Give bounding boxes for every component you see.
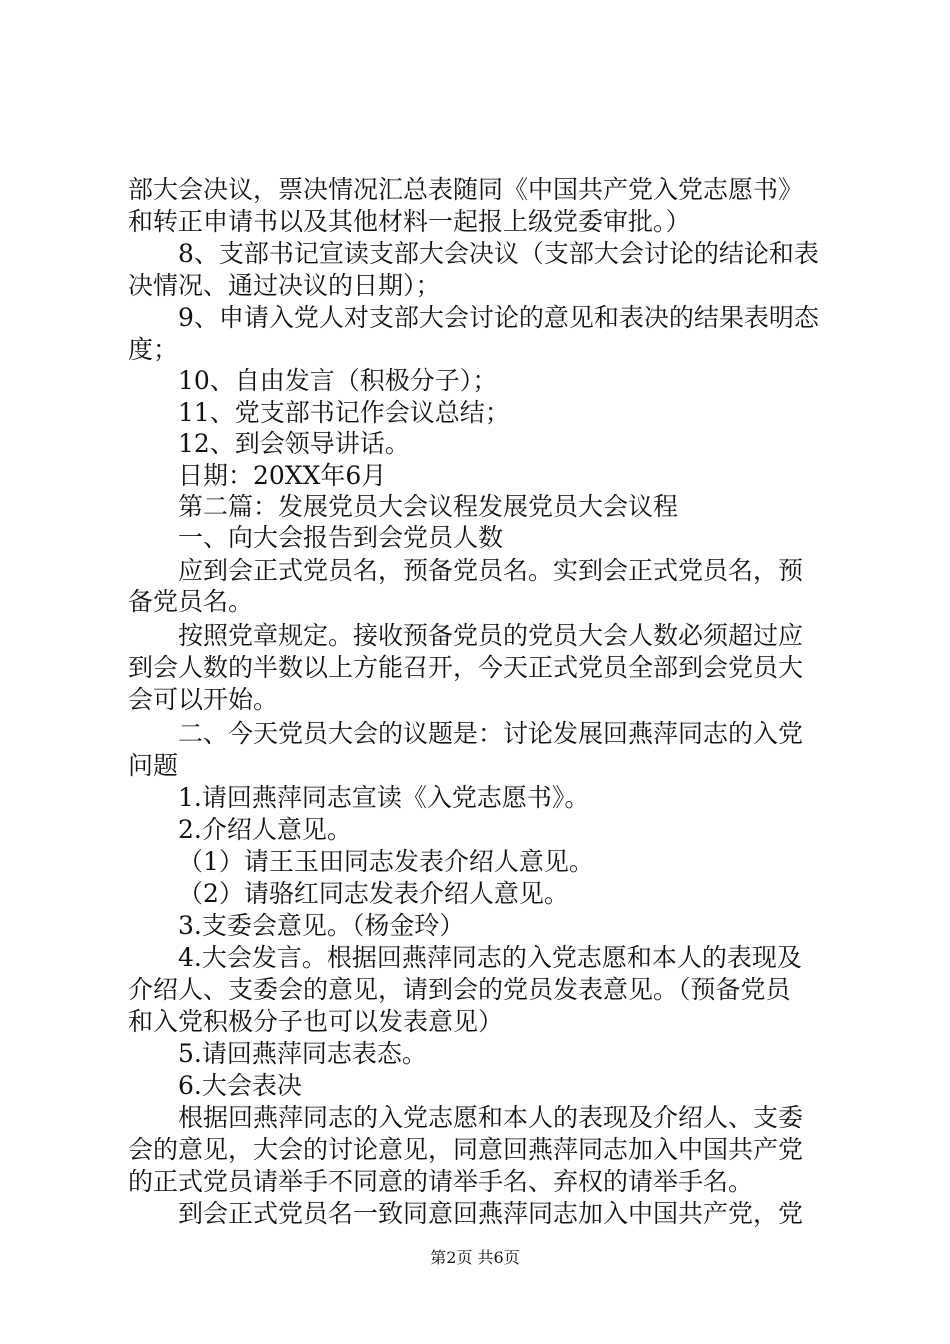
text-line: 问题 (128, 751, 179, 780)
text-line: 会的意见，大会的讨论意见，同意回燕萍同志加入中国共产党 (128, 1135, 804, 1164)
text-line: （1）请王玉田同志发表介绍人意见。 (178, 847, 594, 876)
text-line: 6.大会表决 (178, 1071, 302, 1100)
text-line: 3.支委会意见。（杨金玲） (178, 911, 465, 940)
text-line: 1.请回燕萍同志宣读《入党志愿书》。 (178, 783, 590, 812)
text-line: 10、自由发言（积极分子）； (178, 366, 498, 395)
text-line: 和入党积极分子也可以发表意见） (128, 1007, 504, 1036)
text-line: 决情况、通过决议的日期）； (128, 271, 441, 300)
text-line: 到会正式党员名一致同意回燕萍同志加入中国共产党，党 (178, 1199, 804, 1228)
text-line: 2.介绍人意见。 (178, 815, 352, 844)
text-line: 和转正申请书以及其他材料一起报上级党委审批。） (128, 207, 691, 236)
text-line: 备党员名。 (128, 587, 254, 616)
text-line: （2）请骆红同志发表介绍人意见。 (178, 879, 569, 908)
section-heading: 第二篇：发展党员大会议程发展党员大会议程 (178, 492, 679, 521)
page-footer: 第2页 共6页 (430, 1248, 520, 1267)
text-line: 的正式党员请举手不同意的请举手名、弃权的请举手名。 (128, 1167, 754, 1196)
text-line: 5.请回燕萍同志表态。 (178, 1039, 427, 1068)
text-line: 8、支部书记宣读支部大会决议（支部大会讨论的结论和表 (178, 239, 819, 268)
text-line: 部大会决议，票决情况汇总表随同《中国共产党入党志愿书》 (128, 175, 804, 204)
text-line: 11、党支部书记作会议总结； (178, 398, 510, 427)
text-line: 日期：20XX年6月 (178, 461, 387, 490)
text-line: 根据回燕萍同志的入党志愿和本人的表现及介绍人、支委 (178, 1103, 804, 1132)
text-line: 介绍人、支委会的意见，请到会的党员发表意见。（预备党员 (128, 975, 791, 1004)
text-line: 一、向大会报告到会党员人数 (178, 523, 504, 552)
text-line: 会可以开始。 (128, 685, 279, 714)
text-line: 二、今天党员大会的议题是：讨论发展回燕萍同志的入党 (178, 719, 804, 748)
text-line: 到会人数的半数以上方能召开，今天正式党员全部到会党员大 (128, 653, 804, 682)
text-line: 9、申请入党人对支部大会讨论的意见和表决的结果表明态 (178, 303, 819, 332)
text-line: 4.大会发言。根据回燕萍同志的入党志愿和本人的表现及 (178, 943, 802, 972)
text-line: 按照党章规定。接收预备党员的党员大会人数必须超过应 (178, 621, 804, 650)
text-line: 12、到会领导讲话。 (178, 429, 410, 458)
text-line: 度； (128, 335, 179, 364)
text-line: 应到会正式党员名，预备党员名。实到会正式党员名，预 (178, 556, 804, 585)
